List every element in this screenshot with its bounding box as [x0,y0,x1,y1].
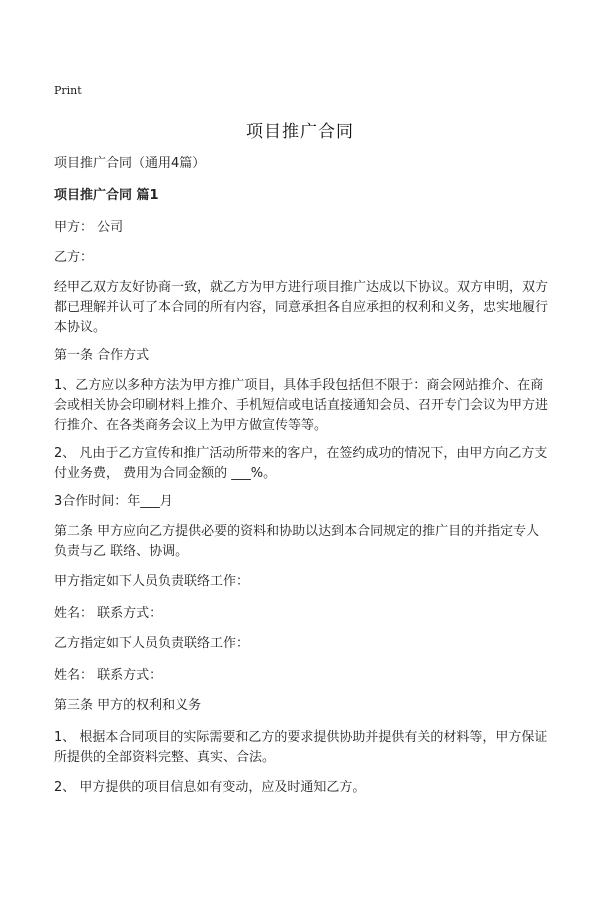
party-a-contact-fields: 姓名： 联系方式： [54,606,163,621]
party-b-contact-fields: 姓名： 联系方式： [54,668,163,683]
article-3-heading: 第三条 甲方的权利和义务 [54,698,202,713]
article-1-clause-1: 1、乙方应以多种方法为甲方推广项目，具体手段包括但不限于：商会网站推介、在商会或相关协会印刷材料上推介、手机短信或电话直接通知会员、召开专门会议为甲方进行推介、在各类商务会议上为甲方做宣传等等。 [54,378,549,433]
preamble-paragraph: 经甲乙双方友好协商一致，就乙方为甲方进行项目推广达成以下协议。双方申明，双方都已理解并认可了本合同的所有内容，同意承担各自应承担的权利和义务，忠实地履行本协议。 [54,280,549,335]
article-2-heading: 第二条 甲方应向乙方提供必要的资料和协助以达到本合同规定的推广目的并指定专人负责与乙 联络、协调。 [54,524,540,559]
article-1-heading: 第一条 合作方式 [54,348,150,363]
print-link[interactable]: Print [54,84,82,97]
party-a-line: 甲方： 公司 [54,220,124,235]
subtitle: 项目推广合同（通用4篇） [54,156,206,171]
cooperation-time: 3合作时间：年___月 [54,494,173,509]
article-1-clause-2: 2、 凡由于乙方宣传和推广活动所带来的客户，在签约成功的情况下，由甲方向乙方支付业务费， 费用为合同金额的 ___%。 [54,446,548,481]
party-b-contact-intro: 乙方指定如下人员负责联络工作： [54,636,250,651]
party-a-contact-intro: 甲方指定如下人员负责联络工作： [54,574,250,589]
section-heading: 项目推广合同 篇1 [54,188,159,203]
document-title: 项目推广合同 [246,122,354,142]
party-b-line: 乙方： [54,250,94,265]
article-3-clause-2: 2、 甲方提供的项目信息如有变动，应及时通知乙方。 [54,780,366,795]
article-3-clause-1: 1、 根据本合同项目的实际需要和乙方的要求提供协助并提供有关的材料等，甲方保证所提供的全部资料完整、真实、合法。 [54,730,548,765]
